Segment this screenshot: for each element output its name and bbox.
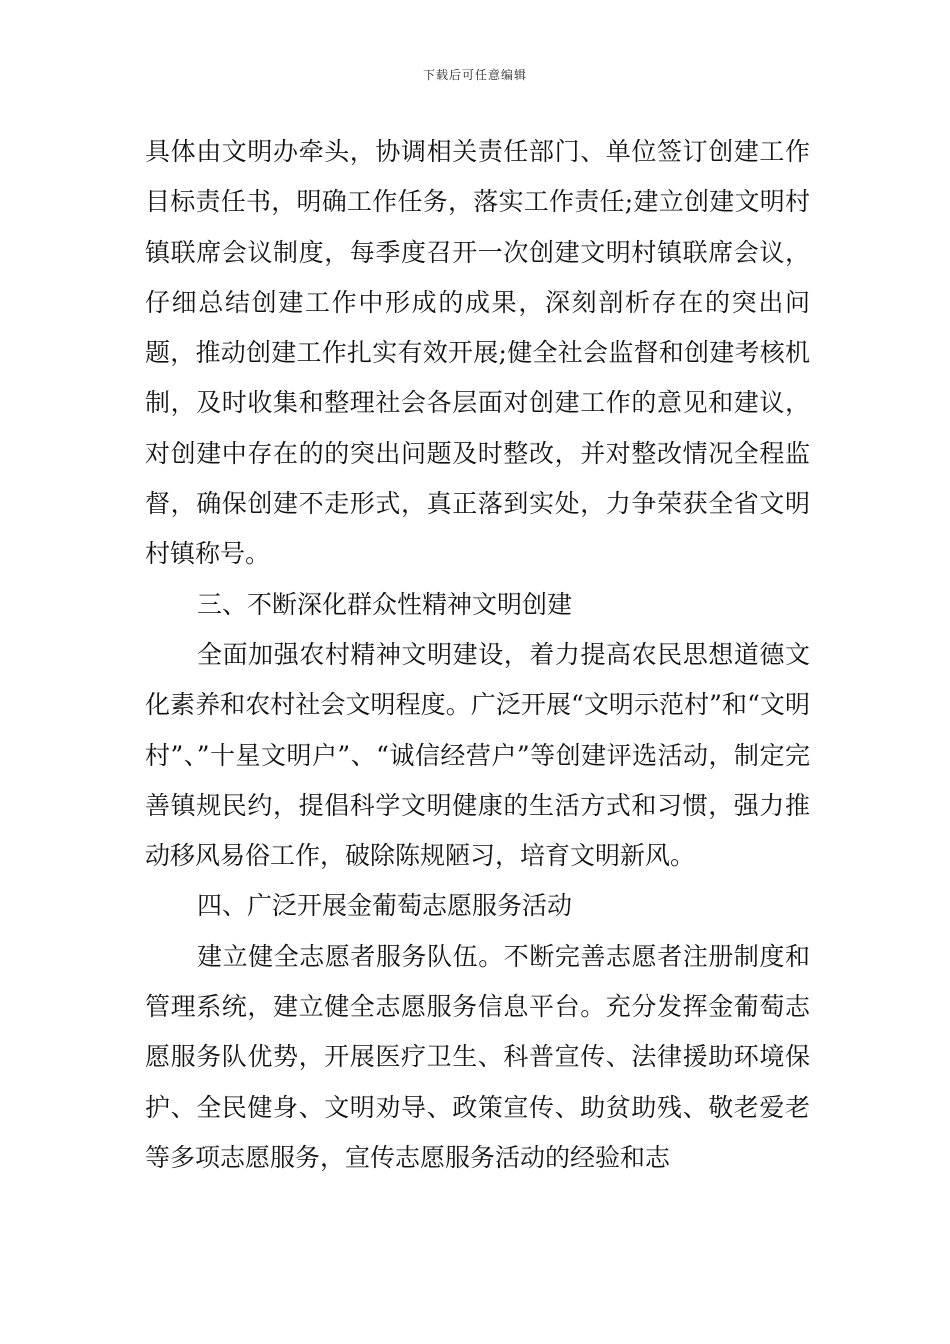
page-header-note: 下载后可任意编辑 — [422, 68, 527, 82]
paragraph-continued: 具体由文明办牵头，协调相关责任部门、单位签订创建工作目标责任书，明确工作任务，落实工作责任;建立创建文明村镇联席会议制度，每季度召开一次创建文明村镇联席会议，仔细总结创建工作中形成的成果，深刻剖析存在的突出问题，推动创建工作扎实有效开展;健全社会监督和创建考核机制，及时收集和整理社会各层面对创建工作的意见和建议，对创建中存在的的突出问题及时整改，并对整改情况全程监督，确保创建不走形式，真正落到实处，力争荣获全省文明村镇称号。 — [145, 137, 810, 569]
paragraph-section-4: 建立健全志愿者服务队伍。不断完善志愿者注册制度和管理系统，建立健全志愿服务信息平台。充分发挥金葡萄志愿服务队优势，开展医疗卫生、科普宣传、法律援助环境保护、全民健身、文明劝导、政策宣传、助贫助残、敬老爱老等多项志愿服务，宣传志愿服务活动的经验和志 — [145, 941, 810, 1172]
document-body — [145, 127, 810, 1183]
section-heading-3: 三、不断深化群众性精神文明创建 — [197, 589, 573, 619]
section-heading-4: 四、广泛开展金葡萄志愿服务活动 — [197, 891, 573, 921]
paragraph-section-3: 全面加强农村精神文明建设，着力提高农民思想道德文化素养和农村社会文明程度。广泛开展“文明示范村”和“文明村”、”十星文明户”、“诚信经营户”等创建评选活动，制定完善镇规民约，提倡科学文明健康的生活方式和习惯，强力推动移风易俗工作，破除陈规陋习，培育文明新风。 — [145, 639, 810, 871]
